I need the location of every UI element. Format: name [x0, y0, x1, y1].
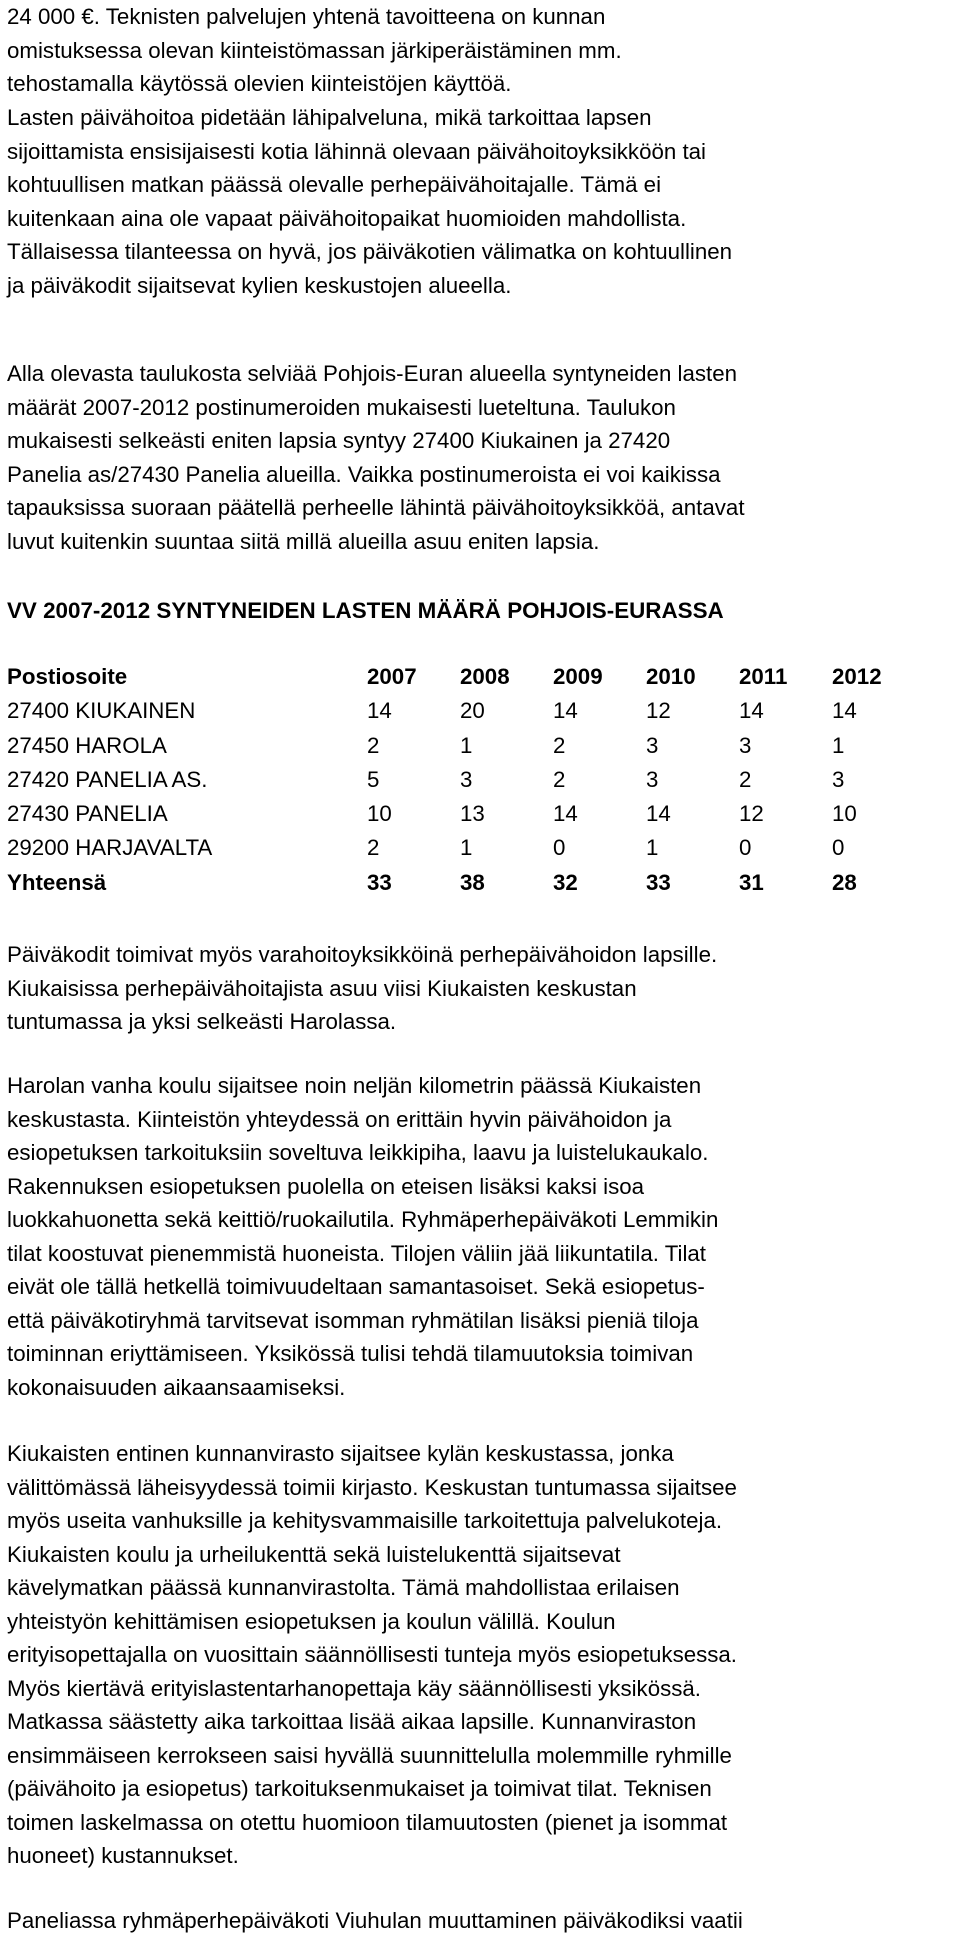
- column-header: 2007: [367, 664, 417, 689]
- table-cell: 27420 PANELIA AS.: [7, 766, 208, 792]
- total-cell: Yhteensä: [7, 869, 107, 895]
- text-line: yhteistyön kehittämisen esiopetuksen ja koulun välillä. Koulun: [7, 1608, 616, 1634]
- text-line: Kiukaisissa perhepäivähoitajista asuu viisi Kiukaisten keskustan: [7, 975, 637, 1001]
- table-title: VV 2007-2012 SYNTYNEIDEN LASTEN MÄÄRÄ POHJOIS-EURASSA: [7, 598, 724, 623]
- text-line: ja päiväkodit sijaitsevat kylien keskustojen alueella.: [7, 272, 512, 298]
- table-cell: 14: [553, 801, 578, 827]
- table-row: [7, 797, 925, 831]
- text-line: kävelymatkan päässä kunnanvirastolta. Tämä mahdollistaa erilaisen: [7, 1575, 680, 1600]
- column-header: 2012: [832, 664, 882, 689]
- table-cell: 27430 PANELIA: [7, 801, 168, 827]
- table-total-row: [7, 866, 925, 900]
- table-cell: 1: [460, 835, 473, 861]
- text-line: tapauksissa suoraan päätellä perheelle lähintä päivähoitoyksikköä, antavat: [7, 495, 745, 520]
- text-line: Päiväkodit toimivat myös varahoitoyksikköinä perhepäivähoidon lapsille.: [7, 942, 718, 967]
- text-line: välittömässä läheisyydessä toimii kirjasto. Keskustan tuntumassa sijaitsee: [7, 1474, 737, 1500]
- text-line: Harolan vanha koulu sijaitsee noin neljän kilometrin päässä Kiukaisten: [7, 1073, 702, 1098]
- table-cell: 1: [460, 732, 473, 758]
- text-line: luokkahuonetta sekä keittiö/ruokailutila. Ryhmäperhepäiväkoti Lemmikin: [7, 1207, 719, 1232]
- text-line: kohtuullisen matkan päässä olevalle perhepäivähoitajalle. Tämä ei: [7, 172, 662, 197]
- text-line: toimen laskelmassa on otettu huomioon tilamuutosten (pienet ja isommat: [7, 1809, 728, 1835]
- table-cell: 14: [739, 698, 764, 724]
- text-line: eivät ole tällä hetkellä toimivuudeltaan samantasoiset. Sekä esiopetus-: [7, 1274, 705, 1299]
- text-line: Kiukaisten entinen kunnanvirasto sijaitsee kylän keskustassa, jonka: [7, 1441, 674, 1466]
- paragraph-2: [7, 101, 957, 302]
- text-line: toiminnan eriyttämiseen. Yksikössä tulisi tehdä tilamuutoksia toimivan: [7, 1341, 694, 1366]
- table-row: [7, 763, 925, 797]
- text-line: (päivähoito ja esiopetus) tarkoituksenmukaiset ja toimivat tilat. Teknisen: [7, 1776, 712, 1801]
- table-cell: 14: [367, 698, 392, 724]
- table-cell: 1: [646, 835, 659, 861]
- text-line: tehostamalla käytössä olevien kiinteistöjen käyttöä.: [7, 71, 512, 96]
- total-cell: 33: [646, 869, 671, 895]
- table-header-row: [7, 660, 925, 694]
- table-cell: 3: [646, 732, 659, 758]
- paragraph-7: [7, 1904, 957, 1938]
- table-cell: 2: [367, 835, 380, 861]
- table-row: [7, 729, 925, 763]
- paragraph-4: [7, 938, 957, 1039]
- total-cell: 33: [367, 869, 392, 895]
- table-cell: 1: [832, 732, 845, 758]
- column-header: 2011: [739, 664, 788, 689]
- table-cell: 2: [553, 766, 566, 792]
- total-cell: 28: [832, 869, 857, 895]
- text-line: Paneliassa ryhmäperhepäiväkoti Viuhulan muuttaminen päiväkodiksi vaatii: [7, 1908, 743, 1933]
- column-header: Postiosoite: [7, 664, 128, 689]
- text-line: luvut kuitenkin suuntaa siitä millä alueilla asuu eniten lapsia.: [7, 528, 600, 554]
- table-cell: 2: [553, 732, 566, 758]
- total-cell: 31: [739, 869, 764, 895]
- table-cell: 0: [832, 835, 845, 861]
- table-cell: 29200 HARJAVALTA: [7, 835, 213, 861]
- text-line: Matkassa säästetty aika tarkoittaa lisää aikaa lapsille. Kunnanviraston: [7, 1709, 697, 1734]
- text-line: ensimmäiseen kerrokseen saisi hyvällä suunnittelulla molemmille ryhmille: [7, 1742, 732, 1768]
- text-line: Lasten päivähoitoa pidetään lähipalveluna, mikä tarkoittaa lapsen: [7, 105, 652, 130]
- text-line: kuitenkaan aina ole vapaat päivähoitopaikat huomioiden mahdollista.: [7, 205, 687, 231]
- table-cell: 0: [553, 835, 566, 861]
- total-cell: 38: [460, 869, 485, 895]
- text-line: tuntumassa ja yksi selkeästi Harolassa.: [7, 1009, 397, 1034]
- text-line: Tällaisessa tilanteessa on hyvä, jos päiväkotien välimatka on kohtuullinen: [7, 239, 733, 264]
- paragraph-5: [7, 1069, 957, 1404]
- column-header: 2008: [460, 664, 510, 689]
- paragraph-3: [7, 357, 957, 558]
- text-line: myös useita vanhuksille ja kehitysvammaisille tarkoitettuja palvelukoteja.: [7, 1508, 723, 1533]
- table-cell: 5: [367, 766, 380, 792]
- table-cell: 27450 HAROLA: [7, 732, 167, 758]
- table-cell: 2: [367, 732, 380, 758]
- table-cell: 14: [553, 698, 578, 724]
- text-line: Alla olevasta taulukosta selviää Pohjois-Euran alueella syntyneiden lasten: [7, 361, 738, 386]
- table-cell: 3: [739, 732, 752, 758]
- paragraph-6: [7, 1437, 957, 1873]
- table-cell: 20: [460, 698, 485, 724]
- text-line: erityisopettajalla on vuosittain säännöllisesti tunteja myös esiopetuksessa.: [7, 1642, 738, 1667]
- text-line: omistuksessa olevan kiinteistömassan järkiperäistäminen mm.: [7, 37, 622, 63]
- births-table: [7, 660, 925, 900]
- table-cell: 14: [832, 698, 857, 724]
- table-cell: 10: [832, 801, 857, 827]
- text-line: Rakennuksen esiopetuksen puolella on eteisen lisäksi kaksi isoa: [7, 1173, 645, 1199]
- paragraph-1: [7, 0, 957, 101]
- table-cell: 3: [832, 766, 845, 792]
- text-line: 24 000 €. Teknisten palvelujen yhtenä tavoitteena on kunnan: [7, 4, 606, 29]
- text-line: mukaisesti selkeästi eniten lapsia syntyy 27400 Kiukainen ja 27420: [7, 428, 671, 453]
- text-line: Panelia as/27430 Panelia alueilla. Vaikka postinumeroista ei voi kaikissa: [7, 461, 721, 487]
- table-cell: 27400 KIUKAINEN: [7, 698, 196, 724]
- text-line: Kiukaisten koulu ja urheilukenttä sekä luistelukenttä sijaitsevat: [7, 1541, 621, 1567]
- table-row: [7, 694, 925, 728]
- column-header: 2009: [553, 664, 603, 689]
- table-cell: 0: [739, 835, 752, 861]
- text-line: tilat koostuvat pienemmistä huoneista. Tilojen väliin jää liikuntatila. Tilat: [7, 1240, 706, 1266]
- table-cell: 12: [646, 698, 671, 724]
- table-cell: 14: [646, 801, 671, 827]
- text-line: sijoittamista ensisijaisesti kotia lähinnä olevaan päivähoitoyksikköön tai: [7, 138, 707, 164]
- text-line: määrät 2007-2012 postinumeroiden mukaisesti lueteltuna. Taulukon: [7, 394, 676, 420]
- table-cell: 12: [739, 801, 764, 827]
- text-line: että päiväkotiryhmä tarvitsevat isomman ryhmätilan lisäksi pieniä tiloja: [7, 1307, 699, 1333]
- table-cell: 13: [460, 801, 485, 827]
- column-header: 2010: [646, 664, 696, 689]
- text-line: esiopetuksen tarkoituksiin soveltuva leikkipiha, laavu ja luistelukaukalo.: [7, 1140, 709, 1165]
- text-line: huoneet) kustannukset.: [7, 1843, 239, 1868]
- table-row: [7, 831, 925, 865]
- table-cell: 3: [460, 766, 473, 792]
- text-line: Myös kiertävä erityislastentarhanopettaja käy säännöllisesti yksikössä.: [7, 1675, 702, 1701]
- table-cell: 10: [367, 801, 392, 827]
- text-line: kokonaisuuden aikaansaamiseksi.: [7, 1374, 346, 1400]
- total-cell: 32: [553, 869, 578, 895]
- table-cell: 3: [646, 766, 659, 792]
- table-cell: 2: [739, 766, 752, 792]
- text-line: keskustasta. Kiinteistön yhteydessä on erittäin hyvin päivähoidon ja: [7, 1106, 672, 1132]
